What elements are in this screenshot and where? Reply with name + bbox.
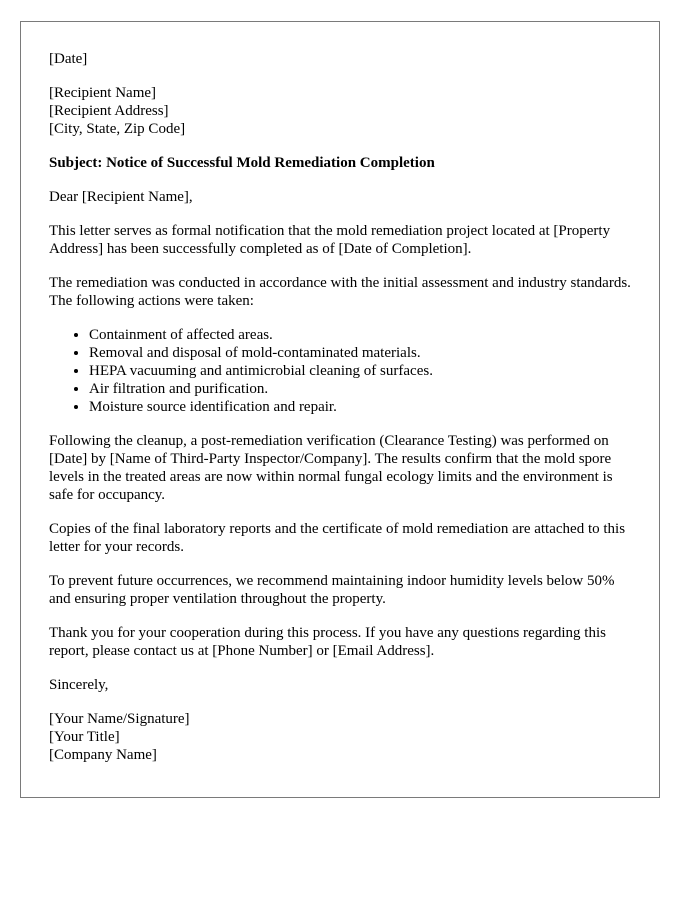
list-item: • HEPA vacuuming and antimicrobial cleaning of surfaces. [89,362,631,380]
letter-page [20,21,660,798]
list-item: • Containment of affected areas. [89,326,631,344]
letter-closing: Sincerely, [49,677,109,693]
letter-salutation: Dear [Recipient Name], [49,189,193,205]
paragraph-attachments: Copies of the final laboratory reports and the certificate of mold remediation are attached to this letter for your records. [49,521,626,555]
recipient-block [49,84,631,138]
list-item: • Removal and disposal of mold-contaminated materials. [89,344,631,362]
signature-block [49,710,631,764]
letter-date: [Date] [49,51,88,67]
paragraph-thanks: Thank you for your cooperation during this process. If you have any questions regarding this report, please contact us at [Phone Number] or [Email Address]. [49,625,606,659]
list-item: • Air filtration and purification. [89,380,631,398]
paragraph-actions-intro: The remediation was conducted in accordance with the initial assessment and industry standards. The following actions were taken: [49,275,631,309]
signature-company: [Company Name] [49,747,157,763]
recipient-name: [Recipient Name] [49,85,157,101]
recipient-address: [Recipient Address] [49,103,169,119]
letter-subject: Subject: Notice of Successful Mold Remediation Completion [49,155,435,171]
signature-title: [Your Title] [49,729,120,745]
list-item: • Moisture source identification and repair. [89,398,631,416]
signature-name: [Your Name/Signature] [49,711,190,727]
paragraph-intro: This letter serves as formal notification that the mold remediation project located at [Property Address] has been successfully completed as of [Date of Completion]. [49,223,611,257]
actions-list [49,326,631,416]
paragraph-verification: Following the cleanup, a post-remediation verification (Clearance Testing) was performed on [Date] by [Name of Third-Party Inspector/Company]. The results confirm that the mold spore levels in the treated areas are now within normal fungal ecology limits and the environment is safe for occupancy. [49,433,613,503]
paragraph-prevention: To prevent future occurrences, we recommend maintaining indoor humidity levels below 50% and ensuring proper ventilation throughout the property. [49,573,615,607]
recipient-city-state-zip: [City, State, Zip Code] [49,121,186,137]
